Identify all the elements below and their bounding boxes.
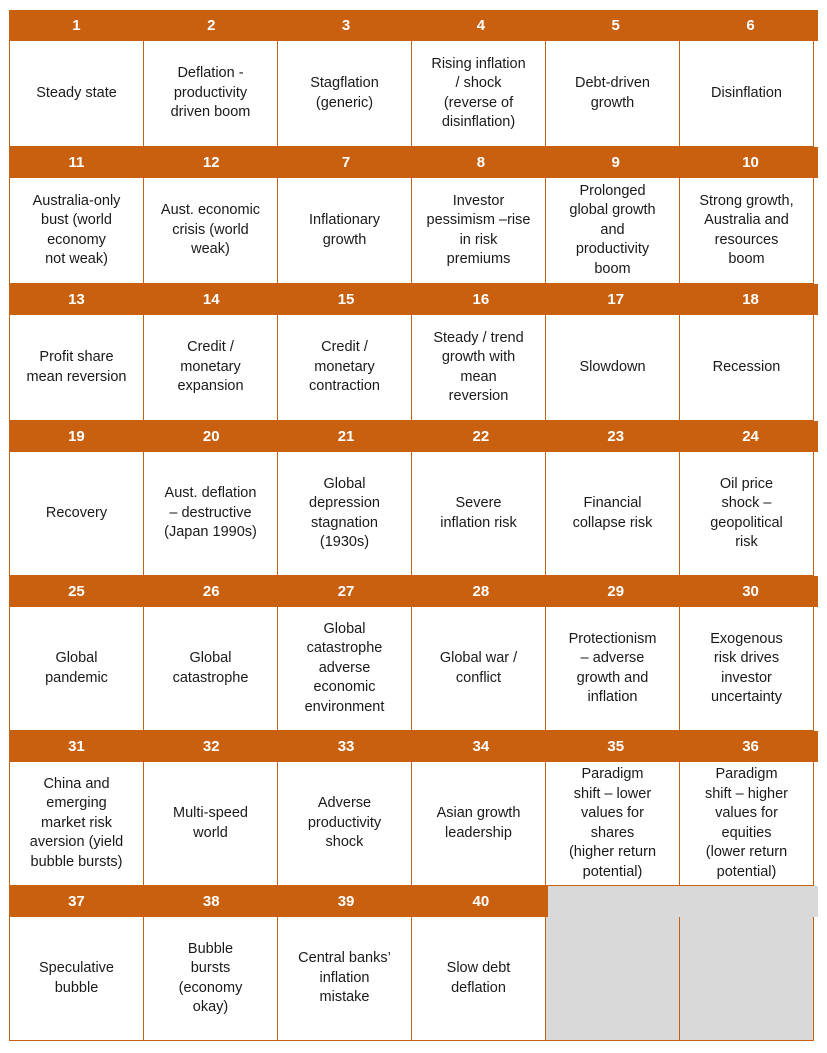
scenario-number: 23 [607, 428, 625, 445]
scenario-label: Oil price shock – geopolitical risk [679, 452, 814, 576]
scenario-number: 4 [476, 17, 486, 34]
scenario-number: 21 [337, 428, 355, 445]
scenario-row [9, 41, 818, 147]
scenario-label: Slow debt deflation [411, 917, 546, 1041]
scenario-label: Multi-speed world [143, 762, 278, 886]
scenario-grid [9, 10, 818, 1041]
empty-cell [545, 917, 680, 1041]
scenario-number: 29 [607, 583, 625, 600]
empty-header-cell [548, 886, 683, 917]
scenario-number: 35 [607, 738, 625, 755]
scenario-label: Strong growth, Australia and resources boom [679, 178, 814, 284]
empty-cell [679, 917, 814, 1041]
scenario-label: Central banks’ inflation mistake [277, 917, 412, 1041]
scenario-label: Financial collapse risk [545, 452, 680, 576]
scenario-label: Adverse productivity shock [277, 762, 412, 886]
scenario-label: Australia-only bust (world economy not weak) [9, 178, 144, 284]
scenario-number: 34 [472, 738, 490, 755]
scenario-label: Deflation - productivity driven boom [143, 41, 278, 147]
scenario-number: 33 [337, 738, 355, 755]
scenario-label: Credit / monetary expansion [143, 315, 278, 421]
scenario-number: 36 [742, 738, 759, 755]
scenario-label: Profit share mean reversion [9, 315, 144, 421]
scenario-label: Severe inflation risk [411, 452, 546, 576]
scenario-number: 31 [68, 738, 85, 755]
scenario-label: Recovery [9, 452, 144, 576]
scenario-label: Steady state [9, 41, 144, 147]
scenario-label: Global depression stagnation (1930s) [277, 452, 412, 576]
scenario-number: 14 [202, 291, 220, 308]
scenario-label: Paradigm shift – lower values for shares (higher return potential) [545, 762, 680, 886]
scenario-number: 17 [607, 291, 625, 308]
scenario-label: Global catastrophe adverse economic environment [277, 607, 412, 731]
scenario-label: China and emerging market risk aversion (yield bubble bursts) [9, 762, 144, 886]
scenario-row [9, 452, 818, 576]
scenario-row [9, 917, 818, 1041]
scenario-number: 30 [742, 583, 759, 600]
scenario-label: Rising inflation / shock (reverse of disinflation) [411, 41, 546, 147]
scenario-label: Protectionism – adverse growth and inflation [545, 607, 680, 731]
scenario-number: 39 [337, 893, 355, 910]
scenario-number: 16 [472, 291, 490, 308]
scenario-number: 24 [742, 428, 759, 445]
header-band [9, 147, 818, 178]
scenario-row [9, 607, 818, 731]
scenario-number: 26 [202, 583, 220, 600]
scenario-label: Debt-driven growth [545, 41, 680, 147]
scenario-number: 40 [472, 893, 490, 910]
scenario-number: 27 [337, 583, 355, 600]
scenario-number: 2 [207, 17, 216, 34]
header-band [9, 284, 818, 315]
scenario-label: Aust. economic crisis (world weak) [143, 178, 278, 284]
header-band [9, 10, 818, 41]
scenario-label: Inflationary growth [277, 178, 412, 284]
scenario-label: Recession [679, 315, 814, 421]
scenario-number: 3 [341, 17, 351, 34]
header-band [9, 886, 818, 917]
scenario-label: Credit / monetary contraction [277, 315, 412, 421]
scenario-label: Exogenous risk drives investor uncertainty [679, 607, 814, 731]
scenario-label: Prolonged global growth and productivity boom [545, 178, 680, 284]
scenario-label: Stagflation (generic) [277, 41, 412, 147]
scenario-number: 20 [202, 428, 220, 445]
scenario-number: 38 [202, 893, 220, 910]
scenario-number: 32 [202, 738, 220, 755]
header-band [9, 731, 818, 762]
scenario-number: 5 [611, 17, 620, 34]
scenario-number: 19 [68, 428, 85, 445]
scenario-number: 28 [472, 583, 490, 600]
header-band [9, 421, 818, 452]
scenario-number: 15 [337, 291, 355, 308]
scenario-label: Disinflation [679, 41, 814, 147]
scenario-label: Investor pessimism –rise in risk premiums [411, 178, 546, 284]
header-band [9, 576, 818, 607]
scenario-label: Aust. deflation – destructive (Japan 1990s) [143, 452, 278, 576]
empty-header-cell [683, 886, 818, 917]
scenario-label: Paradigm shift – higher values for equities (lower return potential) [679, 762, 814, 886]
scenario-label: Asian growth leadership [411, 762, 546, 886]
scenario-number: 10 [742, 154, 759, 171]
scenario-number: 12 [202, 154, 220, 171]
scenario-number: 11 [68, 154, 85, 171]
scenario-row [9, 315, 818, 421]
scenario-label: Global war / conflict [411, 607, 546, 731]
scenario-number: 13 [68, 291, 85, 308]
scenario-number: 9 [611, 154, 620, 171]
scenario-number: 6 [746, 17, 755, 34]
scenario-number: 8 [476, 154, 486, 171]
scenario-number: 25 [68, 583, 85, 600]
scenario-number: 37 [68, 893, 85, 910]
scenario-row [9, 762, 818, 886]
scenario-number: 1 [72, 17, 81, 34]
scenario-label: Global catastrophe [143, 607, 278, 731]
scenario-row [9, 178, 818, 284]
scenario-number: 18 [742, 291, 759, 308]
scenario-label: Speculative bubble [9, 917, 144, 1041]
scenario-label: Steady / trend growth with mean reversion [411, 315, 546, 421]
scenario-label: Slowdown [545, 315, 680, 421]
scenario-label: Bubble bursts (economy okay) [143, 917, 278, 1041]
scenario-number: 22 [472, 428, 490, 445]
scenario-label: Global pandemic [9, 607, 144, 731]
scenario-number: 7 [341, 154, 351, 171]
